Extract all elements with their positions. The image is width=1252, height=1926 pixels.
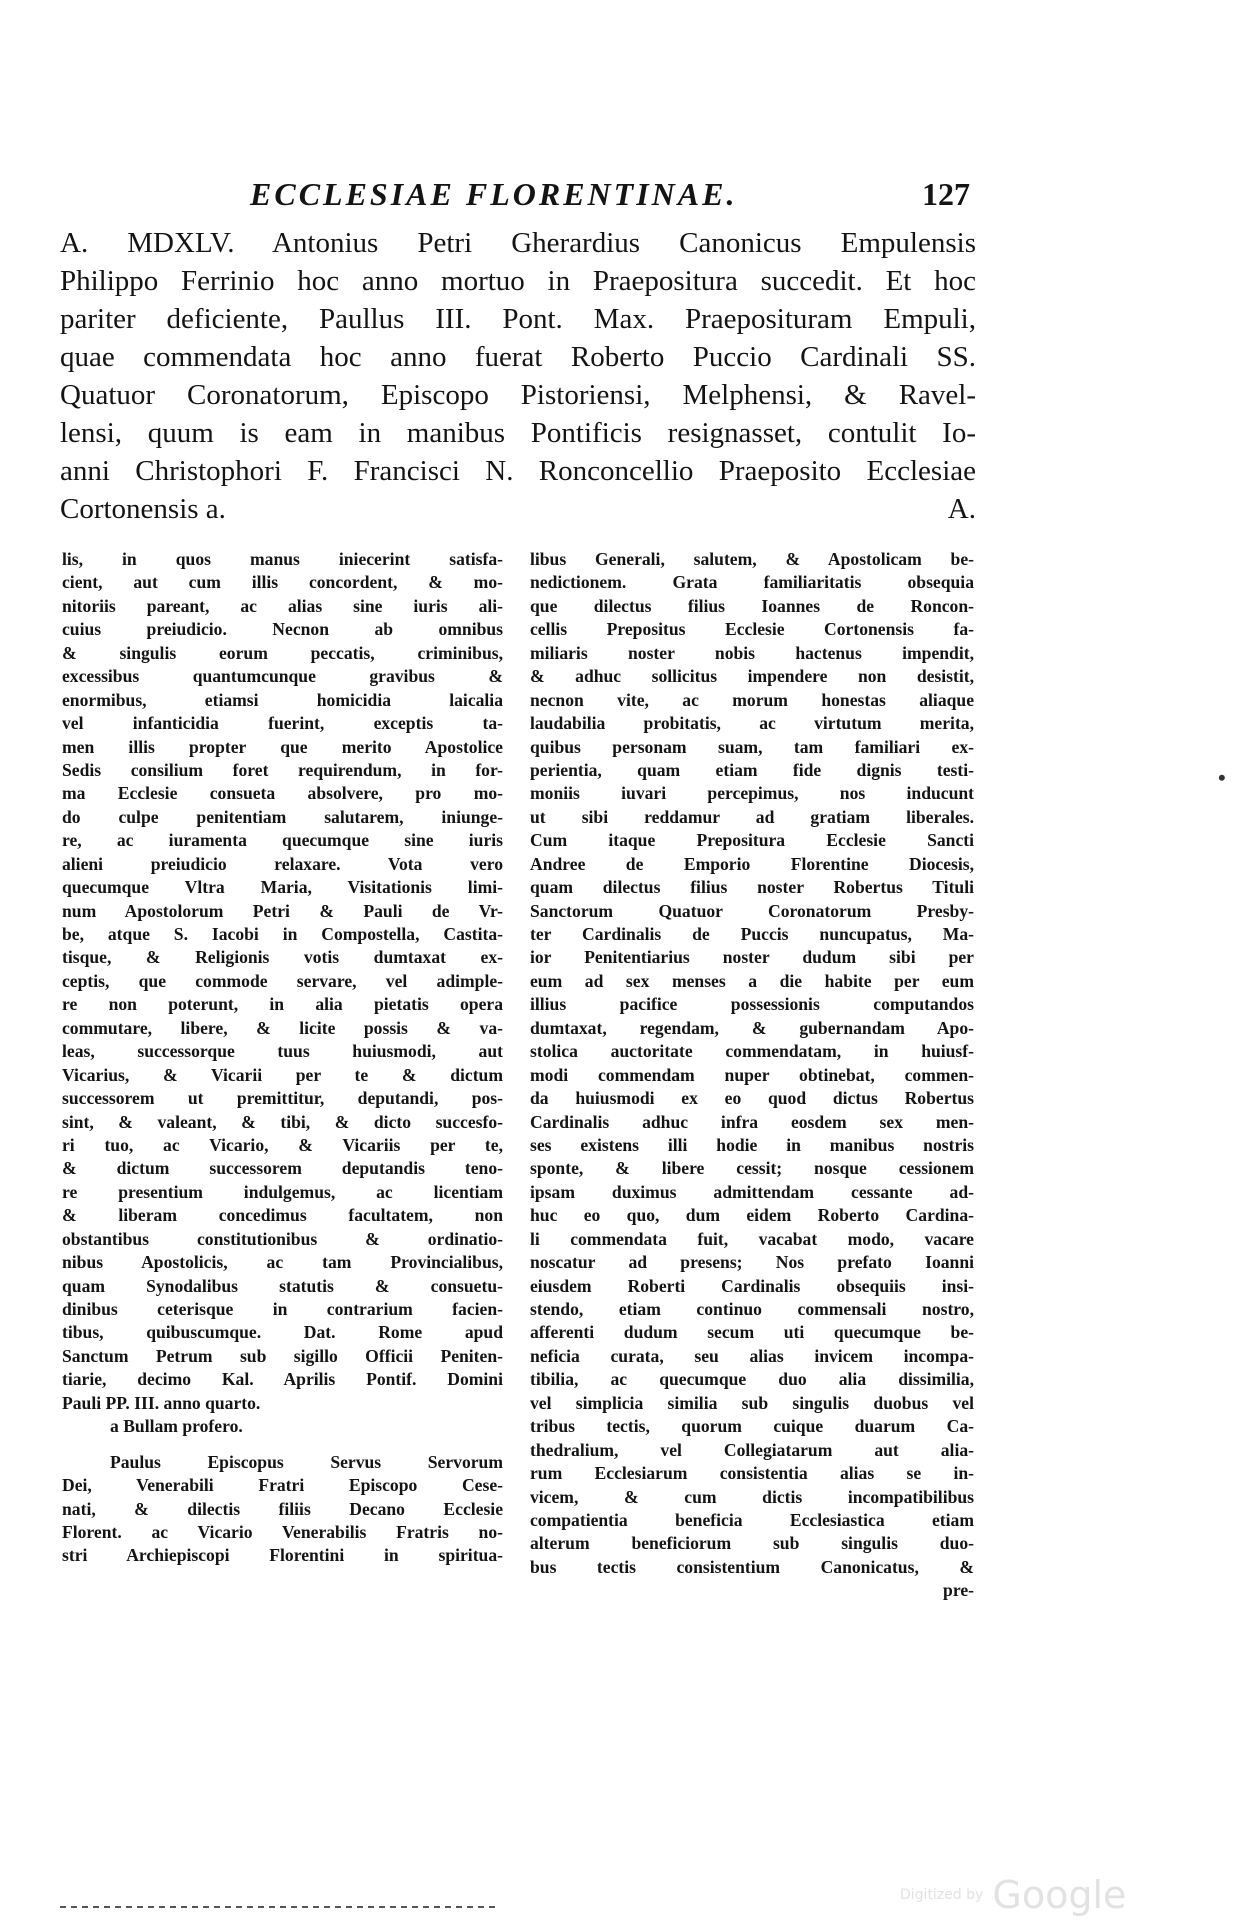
google-watermark <box>900 1873 1126 1917</box>
column-line: tribus tectis, quorum cuique duarum Ca- <box>530 1416 974 1437</box>
column-line: eiusdem Roberti Cardinalis obsequiis insi- <box>530 1275 974 1296</box>
column-line: laudabilia probitatis, ac virtutum merita, <box>530 713 974 734</box>
column-line: Pauli PP. III. anno quarto. <box>62 1392 261 1413</box>
column-line: perientia, quam etiam fide dignis testi- <box>530 759 974 780</box>
column-line: obstantibus constitutionibus & ordinatio- <box>62 1228 503 1249</box>
column-line: excessibus quantumcunque gravibus & <box>62 666 503 687</box>
lead-line: Cortonensis a. <box>60 493 226 525</box>
column-line: stolica auctoritate commendatam, in huiusf- <box>530 1041 974 1062</box>
column-line: modi commendam nuper obtinebat, commen- <box>530 1064 974 1085</box>
column-line: bus tectis consistentium Canonicatus, & <box>530 1556 974 1577</box>
column-line: & singulis eorum peccatis, criminibus, <box>62 642 503 663</box>
column-line: neficia curata, seu alias invicem incompa- <box>530 1345 974 1366</box>
column-line: successorem ut premittitur, deputandi, pos- <box>62 1088 503 1109</box>
column-line: stri Archiepiscopi Florentini in spiritua- <box>62 1545 503 1566</box>
lead-line: lensi, quum is eam in manibus Pontificis resignasset, contulit Io- <box>60 417 976 449</box>
watermark-brand: Google <box>992 1873 1127 1917</box>
column-line: & adhuc sollicitus impendere non desistit, <box>530 666 974 687</box>
column-line: vicem, & cum dictis incompatibilibus <box>530 1486 974 1507</box>
column-line: re, ac iuramenta quecumque sine iuris <box>62 830 503 851</box>
column-line: noscatur ad presens; Nos prefato Ioanni <box>530 1252 974 1273</box>
column-line: nibus Apostolicis, ac tam Provincialibus, <box>62 1252 503 1273</box>
column-line: illius pacifice possessionis computandos <box>530 994 974 1015</box>
column-line: tibilia, ac quecumque duo alia dissimilia, <box>530 1369 974 1390</box>
column-line: Florent. ac Vicario Venerabilis Fratris no- <box>62 1521 503 1542</box>
column-line: & dictum successorem deputandis teno- <box>62 1158 503 1179</box>
margin-mark: • <box>1218 765 1226 790</box>
column-line: cellis Prepositus Ecclesie Cortonensis fa- <box>530 619 974 640</box>
column-line: sint, & valeant, & tibi, & dicto succesfo- <box>62 1111 503 1132</box>
column-line: thedralium, vel Collegiatarum aut alia- <box>530 1439 974 1460</box>
column-line: quam dilectus filius noster Robertus Tituli <box>530 877 974 898</box>
column-line: cient, aut cum illis concordent, & mo- <box>62 572 503 593</box>
column-line: re presentium indulgemus, ac licentiam <box>62 1181 503 1202</box>
lead-line: pariter deficiente, Paullus III. Pont. Max. Praeposituram Empuli, <box>60 303 976 335</box>
lead-last-row <box>60 490 976 528</box>
column-line: ter Cardinalis de Puccis nuncupatus, Ma- <box>530 924 974 944</box>
column-line: rum Ecclesiarum consistentia alias se in- <box>530 1463 974 1484</box>
column-line: eum ad sex menses a die habite per eum <box>530 970 974 991</box>
catchword: pre- <box>943 1580 974 1601</box>
column-line: be, atque S. Iacobi in Compostella, Castita- <box>62 924 503 944</box>
column-line: dumtaxat, regendam, & gubernandam Apo- <box>530 1017 974 1038</box>
column-line: quecumque Vltra Maria, Visitationis limi- <box>62 877 503 898</box>
column-line: nati, & dilectis filiis Decano Ecclesie <box>62 1498 503 1519</box>
column-line: vel infanticidia fuerint, exceptis ta- <box>62 713 503 734</box>
column-line: nedictionem. Grata familiaritatis obsequia <box>530 572 974 593</box>
column-line: ut sibi reddamur ad gratiam liberales. <box>530 806 974 827</box>
column-line: ri tuo, ac Vicario, & Vicariis per te, <box>62 1134 503 1155</box>
column-line: re non poterunt, in alia pietatis opera <box>62 994 503 1015</box>
column-line: Paulus Episcopus Servus Servorum <box>110 1451 503 1472</box>
column-line: compatientia beneficia Ecclesiastica etiam <box>530 1509 974 1530</box>
column-line: men illis propter que merito Apostolice <box>62 736 503 757</box>
column-line: Vicarius, & Vicarii per te & dictum <box>62 1064 503 1085</box>
column-line: afferenti dudum secum uti quecumque be- <box>530 1322 974 1343</box>
column-line: dinibus ceterisque in contrarium facien- <box>62 1299 503 1319</box>
column-line: libus Generali, salutem, & Apostolicam be- <box>530 549 974 569</box>
right-column <box>530 548 974 1603</box>
column-line: quam Synodalibus statutis & consuetu- <box>62 1275 503 1296</box>
lead-corner-marker: A. <box>947 493 976 525</box>
column-line: alieni preiudicio relaxare. Vota vero <box>62 853 503 874</box>
column-line: ceptis, que commode servare, vel adimple- <box>62 970 503 991</box>
column-line: tiarie, decimo Kal. Aprilis Pontif. Domini <box>62 1369 503 1390</box>
column-line: miliaris noster nobis hactenus impendit, <box>530 642 974 663</box>
column-line: leas, successorque tuus huiusmodi, aut <box>62 1041 503 1062</box>
column-line: do culpe penitentiam salutarem, iniunge- <box>62 806 503 827</box>
column-line: tibus, quibuscumque. Dat. Rome apud <box>62 1322 503 1343</box>
lead-paragraph <box>60 224 976 528</box>
column-line: lis, in quos manus iniecerint satisfa- <box>62 549 503 569</box>
column-line: huc eo quo, dum eidem Roberto Cardina- <box>530 1205 974 1226</box>
column-line: & liberam concedimus facultatem, non <box>62 1205 503 1226</box>
lead-line: A. MDXLV. Antonius Petri Gherardius Canonicus Empulensis <box>60 227 976 259</box>
column-line: da huiusmodi ex eo quod dictus Robertus <box>530 1088 974 1109</box>
column-line: stendo, etiam continuo commensali nostro, <box>530 1299 974 1319</box>
column-line: commutare, libere, & licite possis & va- <box>62 1017 503 1038</box>
column-line: Sedis consilium foret requirendum, in for- <box>62 759 503 780</box>
column-line: nitoriis pareant, ac alias sine iuris ali- <box>62 595 503 616</box>
lead-line: Quatuor Coronatorum, Episcopo Pistoriensi, Melphensi, & Ravel- <box>60 379 976 411</box>
watermark-prefix: Digitized by <box>900 1887 984 1903</box>
column-line: num Apostolorum Petri & Pauli de Vr- <box>62 900 503 921</box>
column-line: ior Penitentiarius noster dudum sibi per <box>530 947 974 968</box>
column-line: vel simplicia similia sub singulis duobus vel <box>530 1392 974 1413</box>
column-line: Sanctum Petrum sub sigillo Officii Peniten- <box>62 1345 503 1366</box>
running-title: ECCLESIAE FLORENTINAE. <box>250 176 738 212</box>
page-number: 127 <box>922 176 970 212</box>
page-header <box>250 176 970 216</box>
column-line: quibus personam suam, tam familiari ex- <box>530 736 974 757</box>
column-line: ma Ecclesie consueta absolvere, pro mo- <box>62 783 503 804</box>
lead-line: Philippo Ferrinio hoc anno mortuo in Praepositura succedit. Et hoc <box>60 265 976 297</box>
lead-line: anni Christophori F. Francisci N. Ronconcellio Praeposito Ecclesiae <box>60 455 976 487</box>
column-line: Dei, Venerabili Fratri Episcopo Cese- <box>62 1475 503 1496</box>
column-line: Cardinalis adhuc infra eosdem sex men- <box>530 1111 974 1132</box>
left-column <box>62 548 503 1568</box>
column-line: cuius preiudicio. Necnon ab omnibus <box>62 619 503 640</box>
column-line: que dilectus filius Ioannes de Roncon- <box>530 595 974 616</box>
column-line: Cum itaque Prepositura Ecclesie Sancti <box>530 830 974 851</box>
column-line: alterum beneficiorum sub singulis duo- <box>530 1533 974 1554</box>
column-line: sponte, & libere cessit; nosque cessionem <box>530 1158 974 1179</box>
column-line: tisque, & Religionis votis dumtaxat ex- <box>62 947 503 968</box>
column-line: ses existens illi hodie in manibus nostris <box>530 1134 974 1155</box>
column-line: Andree de Emporio Florentine Diocesis, <box>530 853 974 874</box>
footnote-line: a Bullam profero. <box>110 1416 243 1437</box>
scan-edge-artifact <box>60 1906 500 1908</box>
column-line: ipsam duximus admittendam cessante ad- <box>530 1181 974 1202</box>
column-line: necnon vite, ac morum honestas aliaque <box>530 689 974 710</box>
column-line: Sanctorum Quatuor Coronatorum Presby- <box>530 900 974 921</box>
lead-line: quae commendata hoc anno fuerat Roberto Puccio Cardinali SS. <box>60 341 976 373</box>
column-line: moniis iuvari percepimus, nos inducunt <box>530 783 974 804</box>
column-line: li commendata fuit, vacabat modo, vacare <box>530 1228 974 1249</box>
column-line: enormibus, etiamsi homicidia laicalia <box>62 689 503 710</box>
